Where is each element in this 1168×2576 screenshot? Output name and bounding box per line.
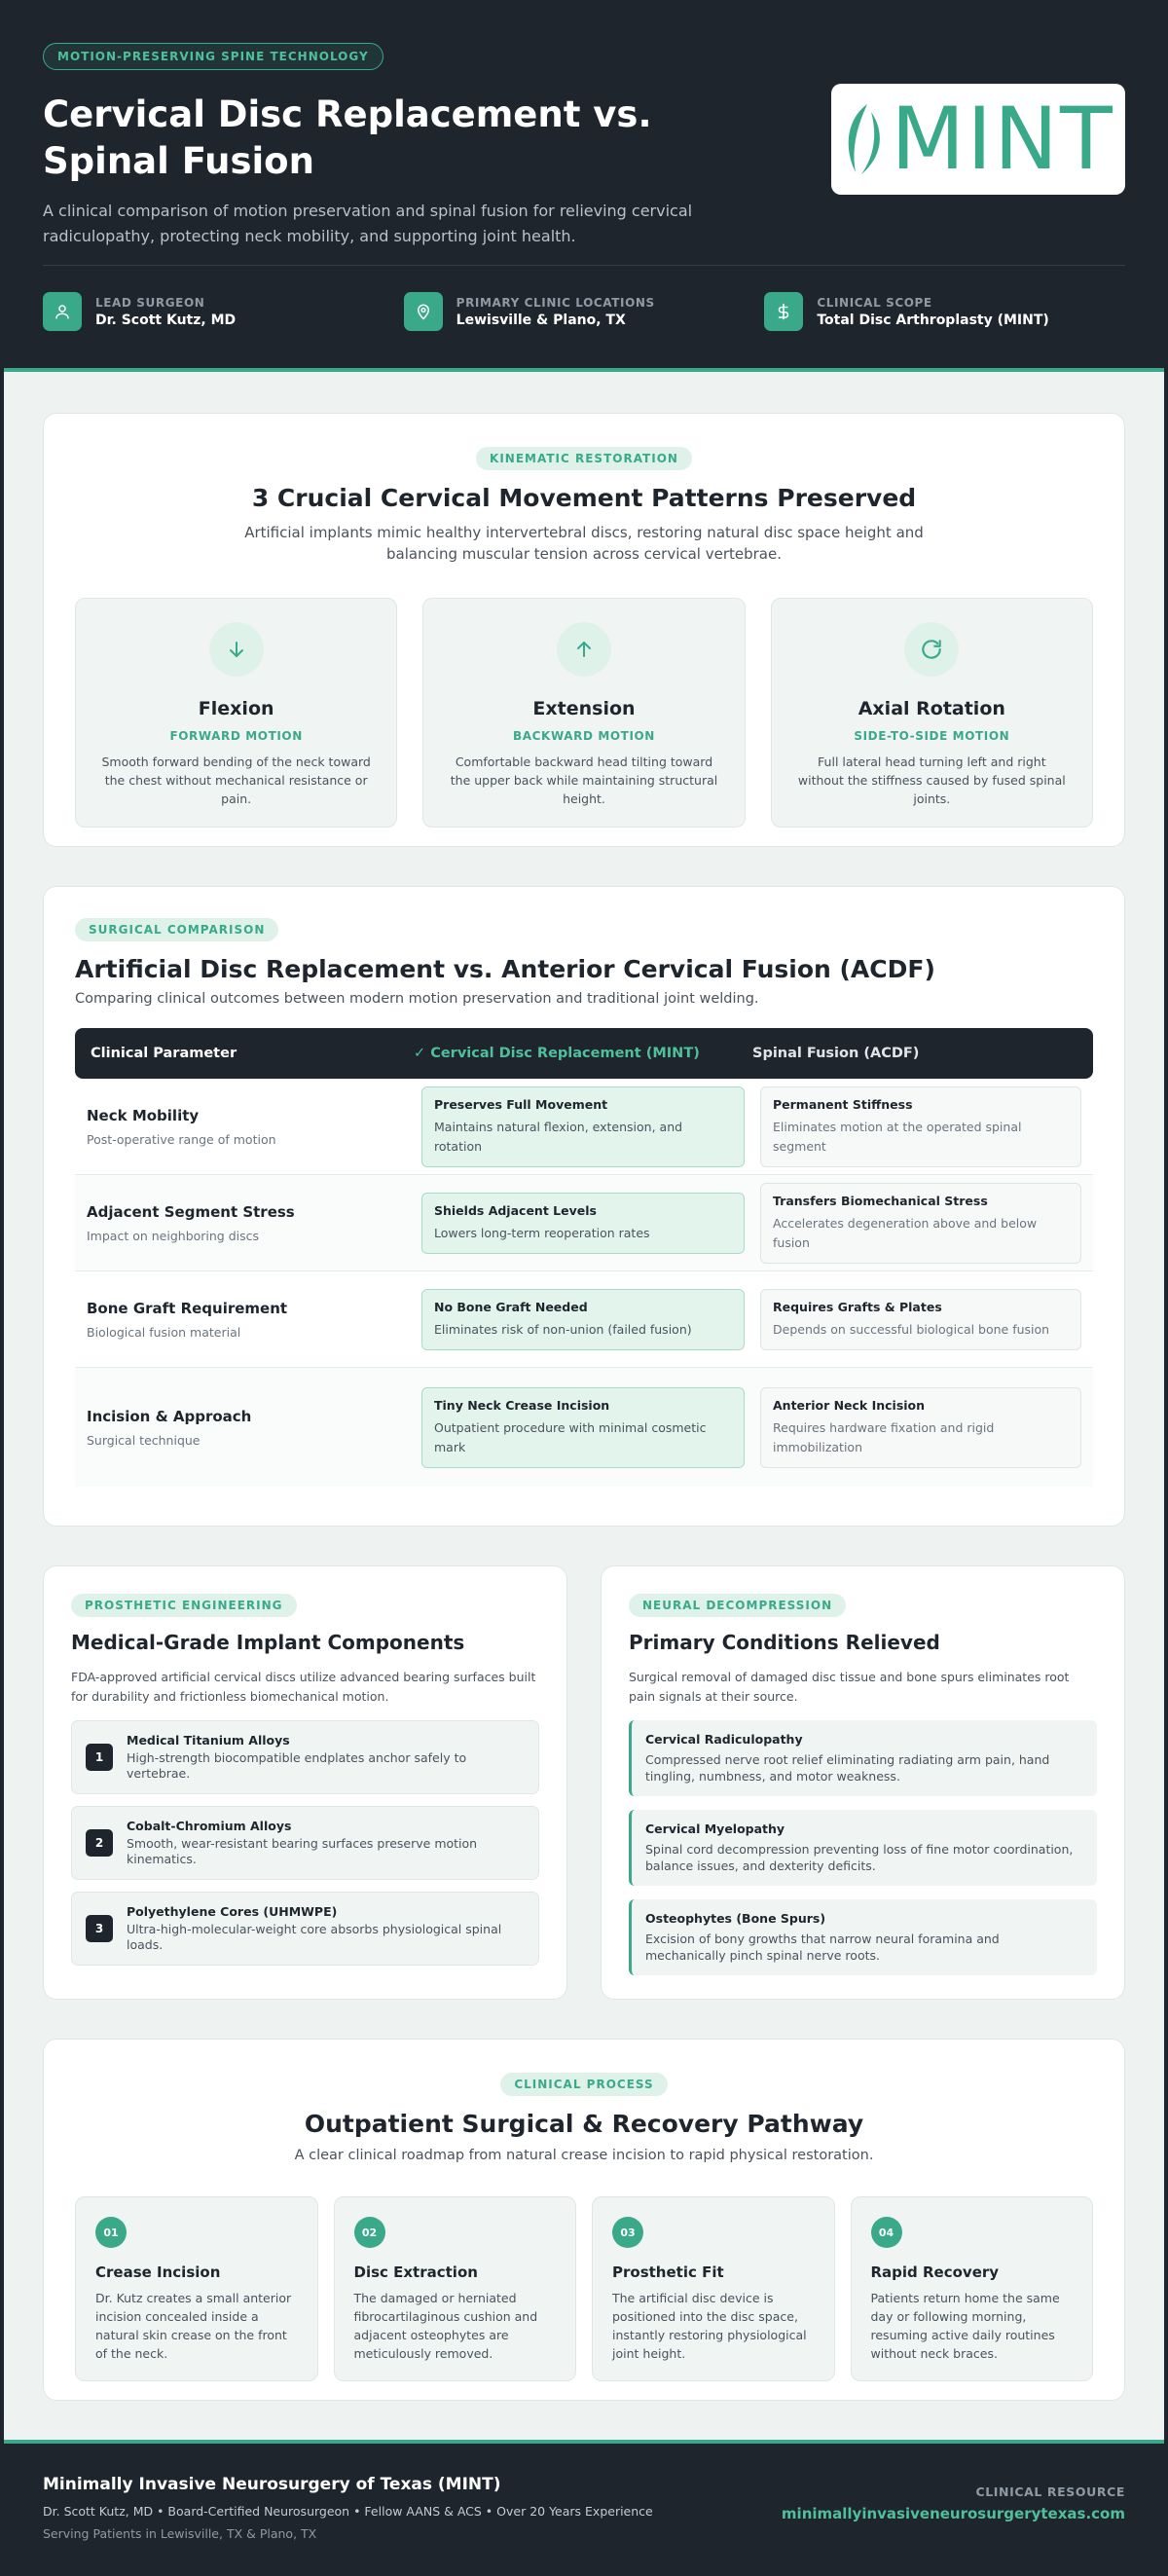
parameter-name: Incision & Approach [87,1407,252,1425]
hero-divider [43,265,1125,266]
step-text: The artificial disc device is positioned into the disc space, instantly restoring physiological joint height. [612,2291,807,2361]
meta-value: Lewisville & Plano, TX [456,312,626,328]
list-item [629,1810,1097,1886]
mint-cell-text: Outpatient procedure with minimal cosmetic mark [434,1419,707,1454]
movement-list [75,598,1093,828]
movement-card-extension [422,598,745,828]
components-section [43,1565,567,2000]
mint-logo [831,84,1125,195]
mint-cell [421,1086,745,1167]
column-header: ✓ Cervical Disc Replacement (MINT) [414,1046,700,1061]
mint-cell-text: Lowers long-term reoperation rates [434,1225,650,1240]
conditions-section [601,1565,1125,2000]
parameter-name: Bone Graft Requirement [87,1299,288,1317]
section-desc: FDA-approved artificial cervical discs utilize advanced bearing surfaces built for durability and frictionless biomechanical motion. [71,1670,536,1704]
fusion-cell-text: Eliminates motion at the operated spinal segment [773,1119,1022,1154]
process-step [592,2196,835,2381]
step-text: Dr. Kutz creates a small anterior incision concealed inside a natural skin crease on the front of the neck. [95,2291,292,2361]
section-badge: NEURAL DECOMPRESSION [629,1594,846,1617]
parameter-sub: Surgical technique [87,1432,201,1448]
column-header: Spinal Fusion (ACDF) [752,1046,920,1061]
arrow-down-icon [209,622,264,677]
section-badge: CLINICAL PROCESS [500,2073,667,2096]
dollar-icon [764,292,803,331]
meta-scope [764,292,1125,331]
section-badge: PROSTHETIC ENGINEERING [71,1594,297,1617]
parameter-cell [75,1203,421,1243]
mint-cell-title: Shields Adjacent Levels [434,1202,597,1218]
section-title: Artificial Disc Replacement vs. Anterior Cervical Fusion (ACDF) [75,955,935,983]
movement-card-rotation [771,598,1093,828]
movement-title: Flexion [198,698,274,719]
fusion-cell [760,1289,1081,1350]
step-number: 01 [95,2217,127,2248]
column-header: Clinical Parameter [91,1046,237,1061]
fusion-cell-title: Anterior Neck Incision [773,1397,926,1413]
item-number: 1 [86,1744,113,1771]
list-item [629,1720,1097,1796]
table-row [75,1271,1093,1368]
item-title: Cervical Myelopathy [645,1822,785,1836]
step-number: 02 [354,2217,385,2248]
item-number: 2 [86,1829,113,1857]
item-text: Ultra-high-molecular-weight core absorbs physiological spinal loads. [127,1922,502,1952]
table-row [75,1079,1093,1175]
item-title: Cobalt-Chromium Alloys [127,1819,292,1833]
fusion-cell [760,1387,1081,1468]
section-title: Medical-Grade Implant Components [71,1631,465,1654]
mint-cell-title: No Bone Graft Needed [434,1299,588,1314]
movement-tag: SIDE-TO-SIDE MOTION [854,729,1010,743]
arrow-up-icon [557,622,611,677]
mint-cell [421,1193,745,1254]
footer-resource-label: CLINICAL RESOURCE [975,2484,1125,2499]
item-text: Smooth, wear-resistant bearing surfaces preserve motion kinematics. [127,1836,478,1866]
fusion-cell-title: Requires Grafts & Plates [773,1299,942,1314]
step-text: Patients return home the same day or following morning, resuming active daily routines without neck braces. [870,2291,1060,2361]
section-title: Primary Conditions Relieved [629,1631,940,1654]
meta-label: LEAD SURGEON [95,295,205,310]
page-title: Cervical Disc Replacement vs. Spinal Fusion [43,93,652,182]
mint-cell [421,1289,745,1350]
footer [4,2440,1164,2570]
step-title: Rapid Recovery [870,2263,1000,2281]
section-title: 3 Crucial Cervical Movement Patterns Preserved [251,484,917,512]
rotate-icon [904,622,959,677]
movement-title: Axial Rotation [858,698,1005,719]
section-desc: Comparing clinical outcomes between modern motion preservation and traditional joint welding. [75,991,759,1007]
mint-cell [421,1387,745,1468]
hero-badge: MOTION-PRESERVING SPINE TECHNOLOGY [43,43,383,70]
page-subtitle: A clinical comparison of motion preservation and spinal fusion for relieving cervical radiculopathy, protecting neck mobility, and supporting joint health. [43,202,693,245]
footer-credentials: Dr. Scott Kutz, MD • Board-Certified Neurosurgeon • Fellow AANS & ACS • Over 20 Years Experience [43,2504,653,2519]
footer-resource [782,2484,1125,2522]
fusion-cell [760,1183,1081,1264]
item-text: Compressed nerve root relief eliminating radiating arm pain, hand tingling, numbness, and motor weakness. [645,1752,1050,1784]
process-step [334,2196,577,2381]
list-item [71,1720,539,1794]
comparison-table-body [75,1079,1093,1487]
mint-cell-title: Preserves Full Movement [434,1096,608,1112]
process-step [851,2196,1094,2381]
meta-locations [404,292,765,331]
movement-section [43,413,1125,847]
step-number: 04 [871,2217,902,2248]
item-text: Excision of bony growths that narrow neural foramina and mechanically pinch spinal nerve roots. [645,1932,1000,1963]
section-desc: Artificial implants mimic healthy intervertebral discs, restoring natural disc space height and balancing muscular tension across cervical vertebrae. [244,524,924,563]
meta-label: CLINICAL SCOPE [817,295,932,310]
fusion-cell [760,1086,1081,1167]
parameter-name: Neck Mobility [87,1106,200,1124]
movement-text: Smooth forward bending of the neck toward the chest without mechanical resistance or pain. [101,754,371,806]
item-text: Spinal cord decompression preventing loss of fine motor coordination, balance issues, and dexterity deficits. [645,1842,1074,1873]
movement-title: Extension [532,698,636,719]
hero-header [4,4,1164,372]
item-title: Medical Titanium Alloys [127,1733,290,1748]
parameter-cell [75,1408,421,1448]
section-desc: A clear clinical roadmap from natural crease incision to rapid physical restoration. [294,2148,874,2163]
meta-lead-surgeon [43,292,404,331]
mint-cell-text: Eliminates risk of non-union (failed fusion) [434,1321,692,1337]
page [4,4,1164,2570]
fusion-cell-title: Permanent Stiffness [773,1096,913,1112]
section-badge: SURGICAL COMPARISON [75,918,278,941]
movement-tag: BACKWARD MOTION [513,729,655,743]
fusion-cell-text: Depends on successful biological bone fusion [773,1321,1050,1337]
parameter-sub: Impact on neighboring discs [87,1228,260,1243]
step-number: 03 [612,2217,643,2248]
list-item [71,1892,539,1966]
component-list [71,1720,539,1966]
meta-row [43,292,1125,331]
fusion-cell-title: Transfers Biomechanical Stress [773,1193,988,1208]
process-step [75,2196,318,2381]
fusion-cell-text: Accelerates degeneration above and below fusion [773,1215,1038,1250]
step-text: The damaged or herniated fibrocartilaginous cushion and adjacent osteophytes are meticulously removed. [353,2291,538,2361]
list-item [71,1806,539,1880]
comparison-table-header [75,1028,1093,1079]
section-desc: Surgical removal of damaged disc tissue and bone spurs eliminates root pain signals at their source. [629,1670,1070,1704]
process-section [43,2039,1125,2401]
footer-website-link[interactable]: minimallyinvasiveneurosurgerytexas.com [781,2505,1125,2522]
step-title: Crease Incision [95,2263,221,2281]
leaf-icon [842,102,887,176]
fusion-cell-text: Requires hardware fixation and rigid immobilization [773,1419,995,1454]
parameter-sub: Post-operative range of motion [87,1131,276,1147]
list-item [629,1899,1097,1975]
logo-wordmark: MINT [891,89,1114,189]
parameter-cell [75,1300,421,1340]
user-icon [43,292,82,331]
parameter-name: Adjacent Segment Stress [87,1202,295,1221]
table-row [75,1175,1093,1271]
movement-tag: FORWARD MOTION [169,729,303,743]
meta-value: Total Disc Arthroplasty (MINT) [817,312,1049,328]
item-title: Osteophytes (Bone Spurs) [645,1911,826,1926]
meta-value: Dr. Scott Kutz, MD [95,312,237,328]
table-row [75,1368,1093,1487]
step-title: Disc Extraction [353,2263,478,2281]
item-number: 3 [86,1915,113,1942]
item-text: High-strength biocompatible endplates anchor safely to vertebrae. [127,1750,467,1781]
two-column-row [43,1565,1125,2000]
item-title: Cervical Radiculopathy [645,1732,803,1747]
process-steps [75,2196,1093,2381]
map-pin-icon [404,292,443,331]
mint-cell-title: Tiny Neck Crease Incision [434,1397,610,1413]
parameter-cell [75,1107,421,1147]
step-title: Prosthetic Fit [612,2263,724,2281]
mint-cell-text: Maintains natural flexion, extension, and rotation [434,1119,683,1154]
movement-text: Full lateral head turning left and right without the stiffness caused by fused spinal joints. [797,754,1066,806]
condition-list [629,1720,1097,1975]
footer-practice-name: Minimally Invasive Neurosurgery of Texas (MINT) [43,2475,501,2494]
footer-service-area: Serving Patients in Lewisville, TX & Plano, TX [43,2526,317,2541]
section-badge: KINEMATIC RESTORATION [476,447,692,470]
meta-label: PRIMARY CLINIC LOCATIONS [456,295,655,310]
comparison-section [43,886,1125,1527]
movement-card-flexion [75,598,397,828]
movement-text: Comfortable backward head tilting toward the upper back while maintaining structural height. [450,754,718,806]
item-title: Polyethylene Cores (UHMWPE) [127,1904,338,1919]
section-title: Outpatient Surgical & Recovery Pathway [304,2110,864,2138]
parameter-sub: Biological fusion material [87,1324,241,1340]
